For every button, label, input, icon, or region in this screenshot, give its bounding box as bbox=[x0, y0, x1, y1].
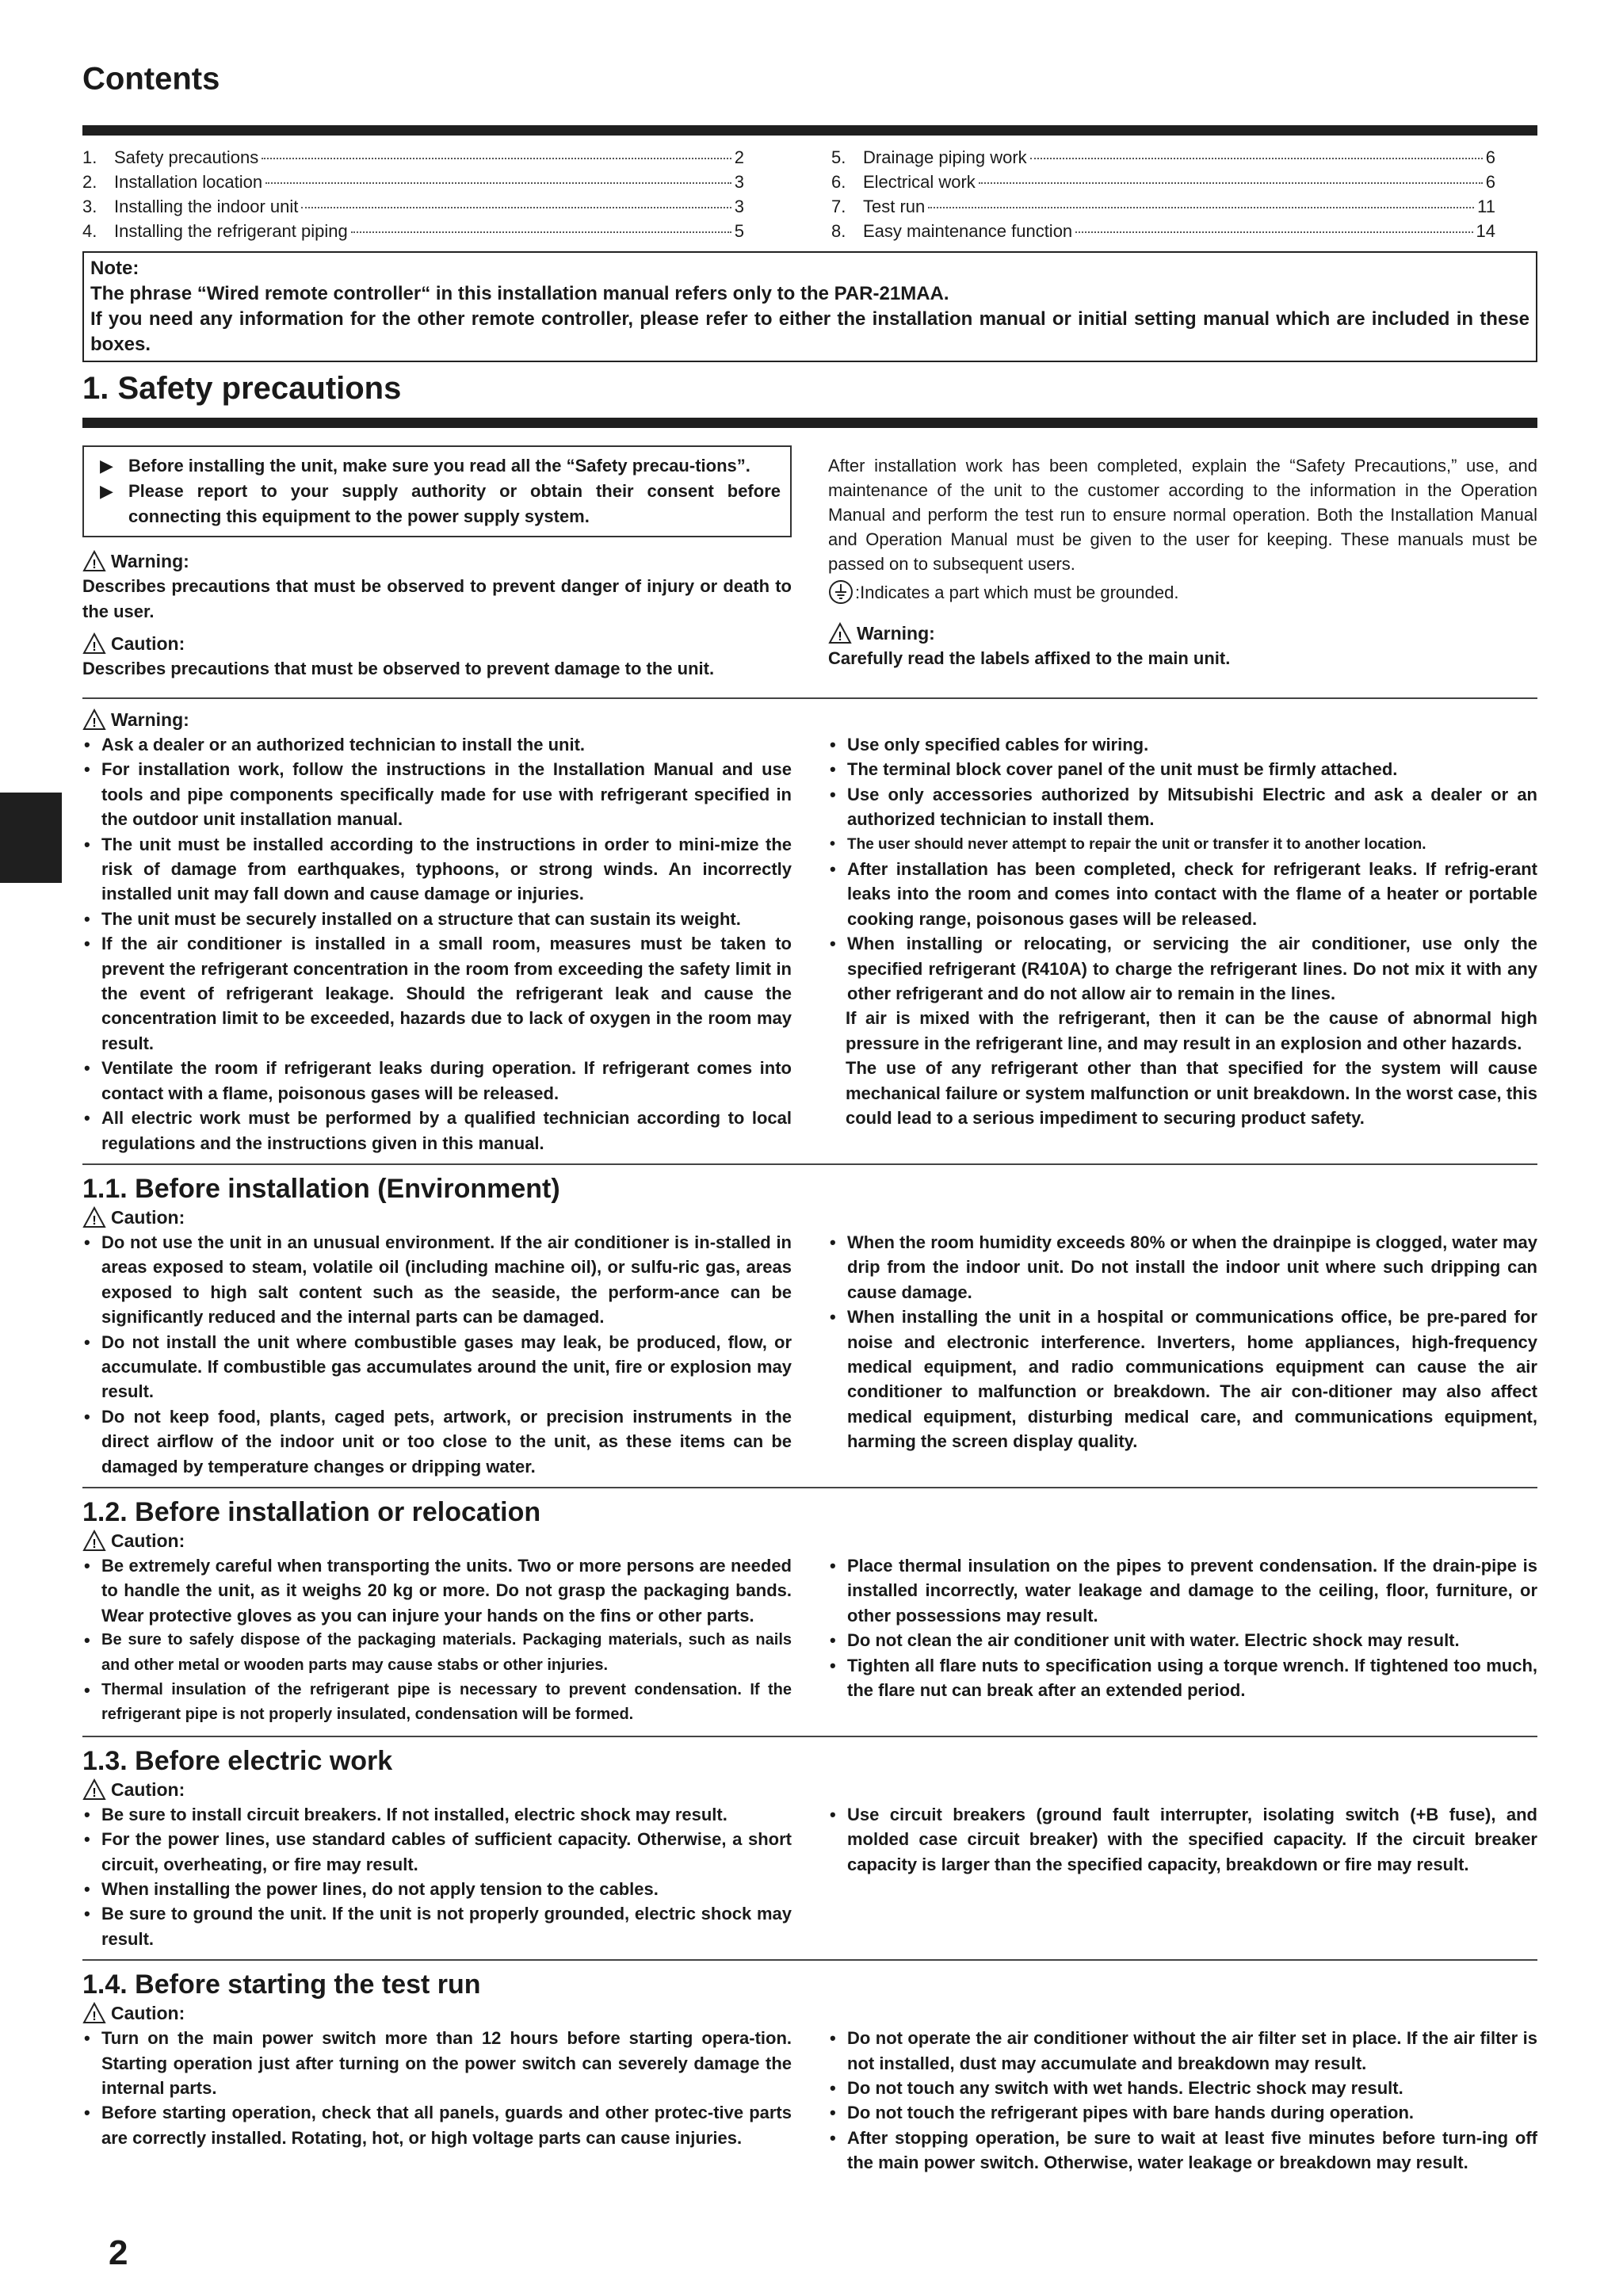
contents-rule bbox=[82, 125, 1537, 136]
warning-triangle-icon bbox=[82, 1530, 106, 1552]
list-item: • Before starting operation, check that all panels, guards and other protec-tive parts are correctly installed. Rotating, hot, or high voltage parts can cause injuries. bbox=[84, 2103, 792, 2148]
list-item: • When the room humidity exceeds 80% or when the drainpipe is clogged, water may drip from the indoor unit. Do not install the indoor unit where such dripping can cause damage. bbox=[830, 1232, 1537, 1302]
toc-item[interactable]: 4. Installing the refrigerant piping 5 bbox=[82, 221, 744, 241]
list-item: • Use only specified cables for wiring. bbox=[830, 735, 1149, 755]
warning-description: Carefully read the labels affixed to the main unit. bbox=[828, 648, 1231, 668]
caution-heading: ! Caution: bbox=[82, 1205, 1537, 1230]
divider bbox=[82, 1487, 1537, 1488]
list-item: • When installing the unit in a hospital or communications office, be pre-pared for noise and electronic interference. Inverters, home appliances, high-frequency medical equipment, and radio communications equipment can cause the air conditioner to malfunction or breakdown. The air con-ditioner may also affect medical equipment, disturbing medical care, and communications equipment, harming the screen display quality. bbox=[830, 1307, 1537, 1452]
svg-text:!: ! bbox=[92, 640, 97, 654]
toc-left bbox=[82, 145, 744, 243]
ground-symbol-icon bbox=[828, 579, 855, 605]
list-item: • Use only accessories authorized by Mitsubishi Electric and ask a dealer or an authorized technician to install them. bbox=[830, 784, 1537, 830]
list-item: • After stopping operation, be sure to wait at least five minutes before turn-ing off the main power switch. Otherwise, water leakage or breakdown may result. bbox=[830, 2127, 1537, 2173]
toc-item[interactable]: 7. Test run 11 bbox=[831, 197, 1495, 216]
warning-heading: ! Warning: bbox=[82, 707, 1537, 732]
list-item: • Do not operate the air conditioner without the air filter set in place. If the air filter is not installed, dust may accumulate and breakdown may result. bbox=[830, 2028, 1537, 2073]
list-item: • Place thermal insulation on the pipes to prevent condensation. If the drain-pipe is installed incorrectly, water leakage and damage to the ceiling, floor, furniture, or other possessions may result. bbox=[830, 1555, 1537, 1626]
subsection-title: 1.3. Before electric work bbox=[82, 1745, 393, 1776]
toc-item[interactable]: 6. Electrical work 6 bbox=[831, 172, 1495, 192]
section-title: 1. Safety precautions bbox=[82, 371, 402, 406]
warning-triangle-icon bbox=[82, 709, 106, 731]
toc-item[interactable]: 8. Easy maintenance function 14 bbox=[831, 221, 1495, 241]
s12-list bbox=[82, 1553, 1537, 1728]
note-box bbox=[82, 251, 1537, 362]
svg-text:!: ! bbox=[838, 630, 842, 644]
warning-triangle-icon bbox=[82, 1778, 106, 1801]
warning-heading: ! Warning: bbox=[82, 548, 792, 574]
list-item: • If the air conditioner is installed in a small room, measures must be taken to prevent the refrigerant concentration in the room from exceeding the safety limit in the event of refrigerant leakage. Should the refrigerant leak and cause the concentration limit to be exceeded, hazards due to lack of oxygen in the room may result. bbox=[84, 934, 792, 1053]
manual-page bbox=[82, 0, 1537, 2176]
caution-heading: ! Caution: bbox=[82, 2000, 1537, 2026]
list-item-continuation: If air is mixed with the refrigerant, then it can be the cause of abnormal high pressure in the refrigerant line, and may result in an explosion and other hazards. bbox=[846, 1008, 1537, 1053]
list-item: • Be sure to ground the unit. If the unit is not properly grounded, electric shock may result. bbox=[84, 1904, 792, 1949]
safety-intro bbox=[82, 428, 1537, 682]
warning-triangle-icon bbox=[828, 622, 852, 644]
list-item: • Be sure to install circuit breakers. If not installed, electric shock may result. bbox=[84, 1804, 727, 1824]
toc-item[interactable]: 1. Safety precautions 2 bbox=[82, 147, 744, 167]
toc-item[interactable]: 3. Installing the indoor unit 3 bbox=[82, 197, 744, 216]
list-item: • For installation work, follow the instructions in the Installation Manual and use tools and pipe components specifically made for use with refrigerant specified in the outdoor unit installation manual. bbox=[84, 759, 792, 830]
list-item: • For the power lines, use standard cables of sufficient capacity. Otherwise, a short circuit, overheating, or fire may result. bbox=[84, 1829, 792, 1874]
list-item: • Turn on the main power switch more than 12 hours before starting opera-tion. Starting operation just after turning on the power switch can severely damage the internal parts. bbox=[84, 2028, 792, 2099]
divider bbox=[82, 1736, 1537, 1737]
caution-heading: ! Caution: bbox=[82, 631, 792, 656]
list-item: • When installing the power lines, do not apply tension to the cables. bbox=[84, 1879, 659, 1900]
note-title: Note: bbox=[90, 258, 139, 279]
svg-text:!: ! bbox=[92, 1213, 97, 1228]
list-item: • Do not keep food, plants, caged pets, artwork, or precision instruments in the direct airflow of the indoor unit or too close to the unit, as these items can be damaged by temperature changes or dripping water. bbox=[84, 1406, 792, 1477]
list-item: • Ask a dealer or an authorized technician to install the unit. bbox=[84, 735, 586, 755]
arrow-icon: ▶ bbox=[100, 481, 113, 501]
list-item: • Tighten all flare nuts to specification using a torque wrench. If tightened too much, the flare nut can break after an extended period. bbox=[830, 1655, 1537, 1700]
table-of-contents bbox=[82, 145, 1537, 243]
list-item: • Do not touch any switch with wet hands. Electric shock may result. bbox=[830, 2078, 1403, 2099]
contents-title: Contents bbox=[82, 61, 220, 97]
warnings-list bbox=[82, 732, 1537, 1156]
toc-item[interactable]: 2. Installation location 3 bbox=[82, 172, 744, 192]
intro-paragraph: After installation work has been completed, explain the “Safety Precautions,” use, and maintenance of the unit to the customer according to the information in the Operation Manual and perform the test run to ensure normal operation. Both the Installation Manual and Operation Manual must be given to the user for keeping. These manuals must be passed on to subsequent users. bbox=[828, 456, 1537, 574]
warning-description: Describes precautions that must be observed to prevent danger of injury or death to the user. bbox=[82, 576, 792, 621]
list-item: • Use circuit breakers (ground fault interrupter, isolating switch (+B fuse), and molded case circuit breaker) with the specified capacity. If the circuit breaker capacity is larger than the specified capacity, breakdown or fire may result. bbox=[830, 1804, 1537, 1874]
warning-triangle-icon bbox=[82, 550, 106, 572]
warning-heading: ! Warning: bbox=[828, 621, 1537, 646]
subsection-title: 1.2. Before installation or relocation bbox=[82, 1496, 541, 1527]
svg-text:!: ! bbox=[92, 1537, 97, 1551]
list-item: • Ventilate the room if refrigerant leaks during operation. If refrigerant comes into contact with a flame, poisonous gases will be released. bbox=[84, 1058, 792, 1103]
list-item: • The unit must be securely installed on a structure that can sustain its weight. bbox=[84, 908, 741, 929]
warning-triangle-icon bbox=[82, 2002, 106, 2024]
toc-item[interactable]: 5. Drainage piping work 6 bbox=[831, 147, 1495, 167]
list-item: • Do not use the unit in an unusual environment. If the air conditioner is in-stalled in areas exposed to steam, volatile oil (including machine oil), or sulfu-ric gas, areas exposed to high salt content such as the seaside, the perform-ance can be significantly reduced and the internal parts can be damaged. bbox=[84, 1232, 792, 1328]
list-item: • All electric work must be performed by a qualified technician according to local regulations and the instructions given in this manual. bbox=[84, 1108, 792, 1153]
toc-right bbox=[831, 145, 1495, 243]
s13-list bbox=[82, 1802, 1537, 1951]
s14-list bbox=[82, 2026, 1537, 2175]
caution-heading: ! Caution: bbox=[82, 1777, 1537, 1802]
list-item: • Be sure to safely dispose of the packaging materials. Packaging materials, such as nails and other metal or wooden parts may cause stabs or other injuries. bbox=[84, 1630, 792, 1674]
list-item-continuation: The use of any refrigerant other than that specified for the system will cause mechanical failure or system malfunction or unit breakdown. In the worst case, this could lead to a serious impediment to securing product safety. bbox=[846, 1058, 1537, 1129]
svg-text:!: ! bbox=[92, 1786, 97, 1800]
list-item: • When installing or relocating, or servicing the air conditioner, use only the specified refrigerant (R410A) to charge the refrigerant lines. Do not mix it with any other refrigerant and do not allow air to remain in the lines. bbox=[830, 934, 1537, 1004]
svg-text:!: ! bbox=[92, 558, 97, 571]
list-item: • Be extremely careful when transporting the units. Two or more persons are needed to handle the unit, as it weighs 20 kg or more. Do not grasp the packaging bands. Wear protective gloves as you can injure your hands on the fins or other parts. bbox=[84, 1555, 792, 1626]
subsection-title: 1.4. Before starting the test run bbox=[82, 1969, 481, 2000]
list-item: • Thermal insulation of the refrigerant pipe is necessary to prevent condensation. If the refrigerant pipe is not properly insulated, condensation will be formed. bbox=[84, 1680, 792, 1724]
intro-right bbox=[828, 428, 1537, 682]
divider bbox=[82, 1163, 1537, 1165]
note-line: If you need any information for the other remote controller, please refer to either the installation manual or initial setting manual which are included in these boxes. bbox=[90, 308, 1529, 355]
page-number: 2 bbox=[109, 2233, 128, 2272]
ground-legend: :Indicates a part which must be grounded. bbox=[828, 579, 1537, 605]
list-item: • Do not touch the refrigerant pipes with bare hands during operation. bbox=[830, 2103, 1415, 2123]
section-rule bbox=[82, 418, 1537, 428]
chapter-tab bbox=[0, 793, 62, 883]
list-item: • Do not clean the air conditioner unit with water. Electric shock may result. bbox=[830, 1630, 1460, 1651]
list-item: • The unit must be installed according to the instructions in order to mini-mize the risk of damage from earthquakes, typhoons, or strong winds. An incorrectly installed unit may fall down and cause damage or injuries. bbox=[84, 834, 792, 904]
list-item: • After installation has been completed, check for refrigerant leaks. If refrig-erant leaks into the room and comes into contact with the flame of a heater or portable cooking range, poisonous gases will be released. bbox=[830, 859, 1537, 929]
warning-triangle-icon bbox=[82, 632, 106, 655]
arrow-icon: ▶ bbox=[100, 456, 113, 476]
svg-text:!: ! bbox=[92, 716, 97, 730]
important-box: ▶ Before installing the unit, make sure you read all the “Safety precau-tions”. ▶ Please report to your supply authority or obtain their consent before connecting this equipment to the power supply system. bbox=[82, 445, 792, 537]
svg-text:!: ! bbox=[92, 2010, 97, 2024]
subsection-title: 1.1. Before installation (Environment) bbox=[82, 1173, 560, 1204]
divider bbox=[82, 697, 1537, 699]
caution-heading: ! Caution: bbox=[82, 1528, 1537, 1553]
list-item: • The user should never attempt to repair the unit or transfer it to another location. bbox=[830, 835, 1426, 853]
warning-triangle-icon bbox=[82, 1206, 106, 1228]
note-line: The phrase “Wired remote controller“ in this installation manual refers only to the PAR-21MAA. bbox=[90, 283, 949, 304]
intro-left bbox=[82, 428, 792, 682]
divider bbox=[82, 1959, 1537, 1961]
list-item: • Do not install the unit where combustible gases may leak, be produced, flow, or accumulate. If combustible gas accumulates around the unit, fire or explosion may result. bbox=[84, 1331, 792, 1402]
caution-description: Describes precautions that must be observed to prevent damage to the unit. bbox=[82, 659, 715, 678]
s11-list bbox=[82, 1230, 1537, 1479]
list-item: • The terminal block cover panel of the unit must be firmly attached. bbox=[830, 759, 1398, 780]
